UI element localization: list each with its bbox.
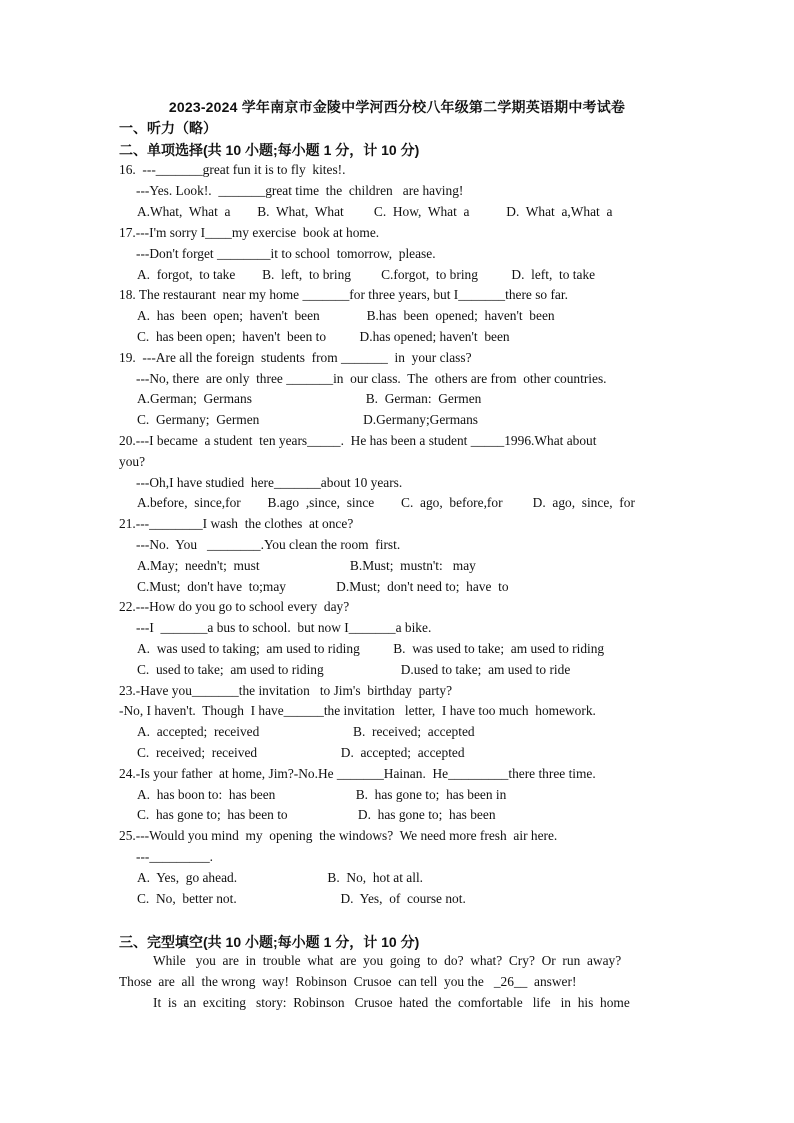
passage-line-2: Those are all the wrong way! Robinson Crusoe can tell you the _26__ answer! (119, 974, 577, 989)
question-21: 21.---________I wash the clothes at once? (119, 516, 354, 531)
passage-line-1: While you are in trouble what are you going to do? what? Cry? Or run away? (153, 953, 622, 968)
question-23-options-ab: A. accepted; received B. received; accepted (137, 724, 475, 739)
question-16-reply: ---Yes. Look!. _______great time the children are having! (136, 183, 464, 198)
question-16: 16. ---_______great fun it is to fly kites!. (119, 162, 346, 177)
question-23-reply: -No, I haven't. Though I have______the invitation letter, I have too much homework. (119, 703, 596, 718)
section-listening-heading: 一、听力（略） (119, 120, 217, 136)
question-19-options-cd: C. Germany; Germen D.Germany;Germans (137, 412, 479, 427)
question-24-options-cd: C. has gone to; has been to D. has gone to; has been (137, 807, 496, 822)
question-16-options: A.What, What a B. What, What C. How, What a D. What a,What a (137, 204, 613, 219)
section-single-choice-heading: 二、单项选择(共 10 小题;每小题 1 分，计 10 分) (119, 142, 420, 158)
question-21-options-ab: A.May; needn't; must B.Must; mustn't: may (137, 558, 476, 573)
question-20-continued: you? (119, 454, 146, 469)
question-24: 24.-Is your father at home, Jim?-No.He _______Hainan. He_________there three time. (119, 766, 596, 781)
question-22: 22.---How do you go to school every day? (119, 599, 350, 614)
question-20-options: A.before, since,for B.ago ,since, since C. ago, before,for D. ago, since, for (137, 495, 635, 510)
question-18-options-ab: A. has been open; haven't been B.has been opened; haven't been (137, 308, 555, 323)
question-20: 20.---I became a student ten years_____. He has been a student _____1996.What about (119, 433, 597, 448)
question-25-options-cd: C. No, better not. D. Yes, of course not. (137, 891, 466, 906)
question-18: 18. The restaurant near my home _______for three years, but I_______there so far. (119, 287, 568, 302)
question-23: 23.-Have you_______the invitation to Jim's birthday party? (119, 683, 453, 698)
question-25-reply: ---_________. (136, 849, 213, 864)
question-24-options-ab: A. has boon to: has been B. has gone to; has been in (137, 787, 507, 802)
question-22-reply: ---I _______a bus to school. but now I_______a bike. (136, 620, 432, 635)
question-25: 25.---Would you mind my opening the windows? We need more fresh air here. (119, 828, 558, 843)
question-17-options: A. forgot, to take B. left, to bring C.forgot, to bring D. left, to take (137, 267, 596, 282)
question-19-reply: ---No, there are only three _______in our class. The others are from other countries. (136, 371, 607, 386)
question-19-options-ab: A.German; Germans B. German: Germen (137, 391, 482, 406)
section-cloze-heading: 三、完型填空(共 10 小题;每小题 1 分，计 10 分) (119, 934, 420, 950)
question-22-options-cd: C. used to take; am used to riding D.used to take; am used to ride (137, 662, 571, 677)
question-25-options-ab: A. Yes, go ahead. B. No, hot at all. (137, 870, 424, 885)
question-23-options-cd: C. received; received D. accepted; accepted (137, 745, 465, 760)
exam-title: 2023-2024 学年南京市金陵中学河西分校八年级第二学期英语期中考试卷 (168, 99, 626, 115)
question-20-reply: ---Oh,I have studied here_______about 10 years. (136, 475, 403, 490)
question-17-reply: ---Don't forget ________it to school tomorrow, please. (136, 246, 436, 261)
passage-line-3: It is an exciting story: Robinson Crusoe hated the comfortable life in his home (153, 995, 630, 1010)
question-17: 17.---I'm sorry I____my exercise book at home. (119, 225, 380, 240)
question-19: 19. ---Are all the foreign students from _______ in your class? (119, 350, 472, 365)
question-21-options-cd: C.Must; don't have to;may D.Must; don't need to; have to (137, 579, 509, 594)
question-21-reply: ---No. You ________.You clean the room first. (136, 537, 401, 552)
question-18-options-cd: C. has been open; haven't been to D.has opened; haven't been (137, 329, 510, 344)
question-22-options-ab: A. was used to taking; am used to riding B. was used to take; am used to riding (137, 641, 605, 656)
